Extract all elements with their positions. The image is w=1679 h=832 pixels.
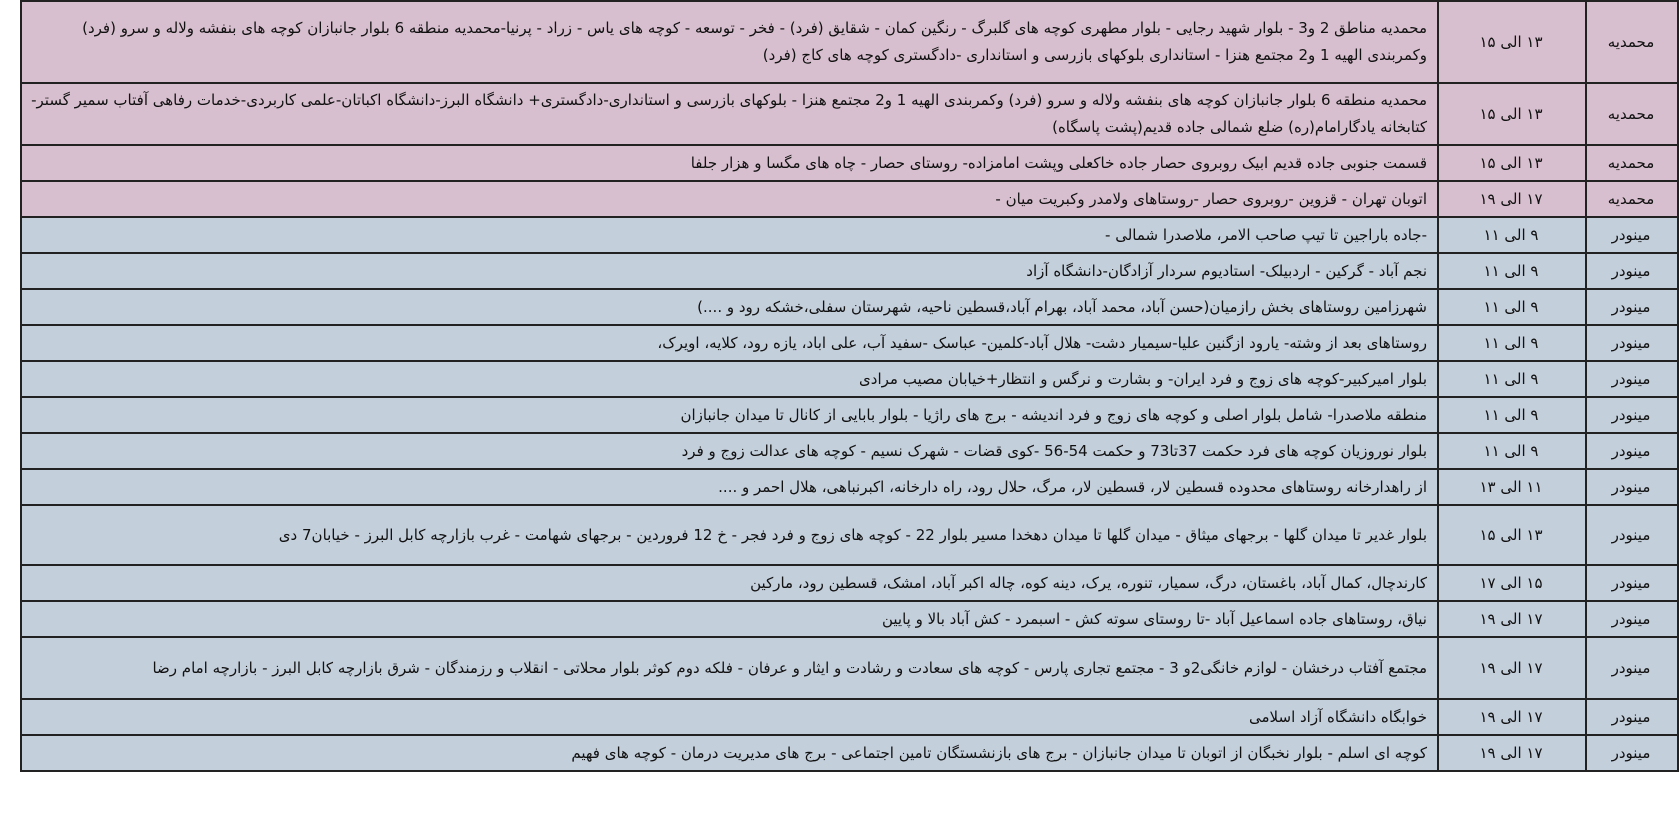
region-cell: مینودر: [1586, 601, 1678, 637]
table-row: [21, 289, 1678, 325]
region-cell: مینودر: [1586, 469, 1678, 505]
region-cell: مینودر: [1586, 289, 1678, 325]
area-cell: قسمت جنوبی جاده قدیم ابیک روبروی حصار جاده خاکعلی وپشت امامزاده- روستای حصار - چاه های مگسا و هزار جلفا: [21, 145, 1438, 181]
area-cell: کوچه ای اسلم - بلوار نخبگان از اتوبان تا میدان جانبازان - برج های بازنشستگان تامین اجتماعی - برج های مدیریت درمان - کوچه های فهیم: [21, 735, 1438, 771]
table-body: [21, 1, 1678, 771]
time-cell: ۱۳ الی ۱۵: [1438, 505, 1586, 565]
region-cell: محمدیه: [1586, 1, 1678, 83]
time-cell: ۱۷ الی ۱۹: [1438, 181, 1586, 217]
table-row: [21, 565, 1678, 601]
time-cell: ۹ الی ۱۱: [1438, 397, 1586, 433]
table-row: [21, 601, 1678, 637]
time-cell: ۱۱ الی ۱۳: [1438, 469, 1586, 505]
area-cell: نیاق، روستاهای جاده اسماعیل آباد -تا روستای سوته کش - اسبمرد - کش آباد بالا و پایین: [21, 601, 1438, 637]
time-cell: ۹ الی ۱۱: [1438, 361, 1586, 397]
table-row: [21, 397, 1678, 433]
region-cell: مینودر: [1586, 505, 1678, 565]
time-cell: ۱۳ الی ۱۵: [1438, 1, 1586, 83]
region-cell: مینودر: [1586, 325, 1678, 361]
area-cell: منطقه ملاصدرا- شامل بلوار اصلی و کوچه های زوج و فرد اندیشه - برج های راژیا - بلوار بابایی از کانال تا میدان جانبازان: [21, 397, 1438, 433]
area-cell: کارندچال، کمال آباد، باغستان، درگ، سمیار، تنوره، یرک، دینه کوه، چاله اکبر آباد، امشک، قسطین رود، مارکین: [21, 565, 1438, 601]
outage-schedule-sheet: [20, 0, 1677, 772]
time-cell: ۱۷ الی ۱۹: [1438, 637, 1586, 699]
table-row: [21, 83, 1678, 145]
time-cell: ۹ الی ۱۱: [1438, 433, 1586, 469]
table-row: [21, 699, 1678, 735]
table-row: [21, 325, 1678, 361]
area-cell: بلوار نوروزیان کوچه های فرد حکمت 37تا73 و حکمت 54-56 -کوی قضات - شهرک نسیم - کوچه های عدالت زوج و فرد: [21, 433, 1438, 469]
time-cell: ۹ الی ۱۱: [1438, 325, 1586, 361]
time-cell: ۱۷ الی ۱۹: [1438, 601, 1586, 637]
area-cell: شهرزامین روستاهای بخش رازمیان(حسن آباد، محمد آباد، بهرام آباد،قسطین ناحیه، شهرستان سفلی،خشکه رود و ....): [21, 289, 1438, 325]
region-cell: مینودر: [1586, 699, 1678, 735]
region-cell: مینودر: [1586, 253, 1678, 289]
area-cell: محمدیه منطقه 6 بلوار جانبازان کوچه های بنفشه ولاله و سرو (فرد) وکمربندی الهیه 1 و2 مجتمع هنزا - بلوکهای بازرسی و استانداری-دادگستری+ دانشگاه البرز-دانشگاه اکباتان-علمی کاربردی-خدمات رفاهی آفتاب سمیر گستر-کتابخانه یادگارامام(ره) ضلع شمالی جاده قدیم(پشت پاسگاه): [21, 83, 1438, 145]
region-cell: مینودر: [1586, 735, 1678, 771]
table-row: [21, 637, 1678, 699]
area-cell: -جاده باراجین تا تیپ صاحب الامر، ملاصدرا شمالی -: [21, 217, 1438, 253]
table-row: [21, 433, 1678, 469]
area-cell: خوابگاه دانشگاه آزاد اسلامی: [21, 699, 1438, 735]
time-cell: ۹ الی ۱۱: [1438, 217, 1586, 253]
region-cell: مینودر: [1586, 433, 1678, 469]
table-row: [21, 181, 1678, 217]
table-row: [21, 735, 1678, 771]
table-row: [21, 145, 1678, 181]
region-cell: محمدیه: [1586, 83, 1678, 145]
time-cell: ۱۳ الی ۱۵: [1438, 83, 1586, 145]
table-row: [21, 217, 1678, 253]
table-row: [21, 469, 1678, 505]
area-cell: بلوار غدیر تا میدان گلها - برجهای میثاق - میدان گلها تا میدان دهخدا مسیر بلوار 22 - کوچه های زوج و فرد فجر - خ 12 فروردین - برجهای شهامت - غرب بازارچه کابل البرز - خیابان7 دی: [21, 505, 1438, 565]
time-cell: ۹ الی ۱۱: [1438, 253, 1586, 289]
area-cell: از راهدارخانه روستاهای محدوده قسطین لار، قسطین لار، مرگ، حلال رود، راه دارخانه، اکبرنباهی، هلال احمر و ....: [21, 469, 1438, 505]
time-cell: ۱۷ الی ۱۹: [1438, 735, 1586, 771]
region-cell: محمدیه: [1586, 145, 1678, 181]
region-cell: مینودر: [1586, 565, 1678, 601]
area-cell: اتوبان تهران - قزوین -روبروی حصار -روستاهای ولامدر وکبریت میان -: [21, 181, 1438, 217]
area-cell: بلوار امیرکبیر-کوچه های زوج و فرد ایران- و بشارت و نرگس و انتظار+خیابان مصیب مرادی: [21, 361, 1438, 397]
table-row: [21, 505, 1678, 565]
region-cell: مینودر: [1586, 361, 1678, 397]
time-cell: ۱۵ الی ۱۷: [1438, 565, 1586, 601]
region-cell: مینودر: [1586, 217, 1678, 253]
outage-schedule-table: [20, 0, 1679, 772]
area-cell: محمدیه مناطق 2 و3 - بلوار شهید رجایی - بلوار مطهری کوچه های گلبرگ - رنگین کمان - شقایق (فرد) - فخر - توسعه - کوچه های یاس - زراد - پرنیا-محمدیه منطقه 6 بلوار جانبازان کوچه های بنفشه ولاله و سرو (فرد) وکمربندی الهیه 1 و2 مجتمع هنزا - استانداری بلوکهای بازرسی و استانداری -دادگستری کوچه های کاج (فرد): [21, 1, 1438, 83]
area-cell: روستاهای بعد از وشته- یارود ازگنین علیا-سیمیار دشت- هلال آباد-کلمین- عباسک -سفید آب، علی اباد، یازه رود، کلایه، اویرک،: [21, 325, 1438, 361]
area-cell: مجتمع آفتاب درخشان - لوازم خانگی2و 3 - مجتمع تجاری پارس - کوچه های سعادت و رشادت و ایثار و عرفان - فلکه دوم کوثر بلوار محلاتی - انقلاب و رزمندگان - شرق بازارچه کابل البرز - بازارچه امام رضا: [21, 637, 1438, 699]
area-cell: نجم آباد - گرکین - اردبیلک- استادیوم سردار آزادگان-دانشگاه آزاد: [21, 253, 1438, 289]
time-cell: ۱۳ الی ۱۵: [1438, 145, 1586, 181]
table-row: [21, 361, 1678, 397]
region-cell: مینودر: [1586, 397, 1678, 433]
table-row: [21, 1, 1678, 83]
table-row: [21, 253, 1678, 289]
region-cell: مینودر: [1586, 637, 1678, 699]
region-cell: محمدیه: [1586, 181, 1678, 217]
time-cell: ۹ الی ۱۱: [1438, 289, 1586, 325]
time-cell: ۱۷ الی ۱۹: [1438, 699, 1586, 735]
